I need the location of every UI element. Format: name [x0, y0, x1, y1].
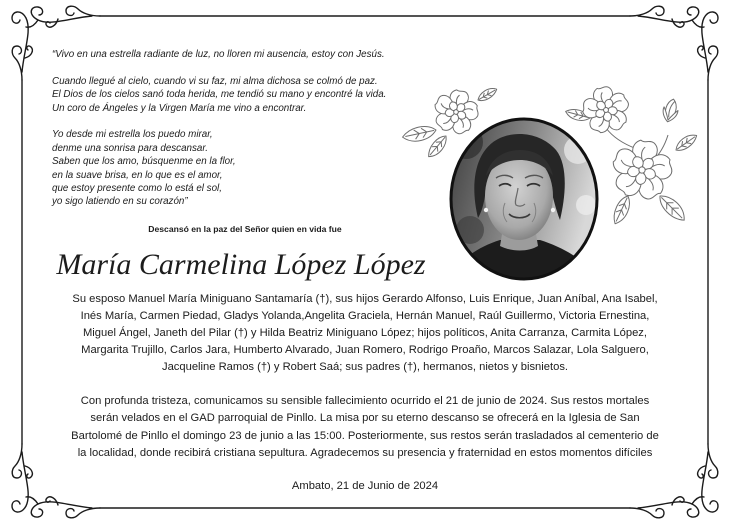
flower-outline-icon: [606, 136, 677, 205]
family-line: Miguel Ángel, Janeth del Pilar (†) y Hilda Beatriz Miniguano López; hijos políticos, Anita Carranza, Carmita López,: [82, 327, 647, 340]
flower-center: [638, 166, 645, 173]
poem-line: Yo desde mi estrella los puedo mirar,: [52, 129, 213, 141]
poem-stanza: [52, 128, 386, 208]
notice-line: serán velados en el GAD parroquial de Pinllo. La misa por su eterno descanso se ofrecerá en la Iglesia de San: [90, 412, 640, 425]
earring: [551, 208, 555, 212]
place-date: Ambato, 21 de Junio de 2024: [291, 480, 439, 492]
rest-line: Descansó en la paz del Señor quien en vida fue: [148, 224, 342, 234]
poem-line: Un coro de Ángeles y la Virgen María me vino a encontrar.: [52, 102, 307, 114]
poem-line: El Dios de los cielos sanó toda herida, me tendió su mano y encontré la vida.: [52, 89, 387, 101]
poem-line: Saben que los amo, búsquenme en la flor,: [52, 156, 236, 168]
poem-line: yo sigo latiendo en su corazón”: [52, 196, 188, 208]
flower-outline-icon: [428, 86, 483, 140]
family-line: Margarita Trujillo, Carlos Jara, Humberto Alvarado, Juan Romero, Rodrigo Proaño, Marcos Salazar, Lola Salguero,: [81, 344, 649, 357]
flower-center: [603, 107, 609, 113]
deceased-name: María Carmelina López López: [56, 248, 426, 281]
poem-line: que estoy presente como lo está el sol,: [52, 183, 222, 195]
poem-line: en la suave brisa, en lo que es el amor,: [52, 169, 223, 181]
flower-bud-icon: [660, 97, 680, 123]
notice-paragraph: [0, 393, 730, 462]
poem-line: denme una sonrisa para descansar.: [52, 142, 208, 154]
notice-line: Bartolomé de Pinllo el domingo 23 de junio a las 15:00. Posteriormente, sus restos serán trasladados al cementerio de: [71, 429, 659, 442]
earring: [484, 208, 488, 212]
leaf-outline-icon: [401, 124, 437, 144]
notice-line: la localidad, donde recibirá cristiana sepultura. Agradecemos su presencia y fraternidad en estos momentos difíciles: [77, 446, 653, 459]
leaf-outline-icon: [610, 194, 634, 227]
corner-flourish-top-right: [630, 6, 718, 80]
background-blossom: [576, 195, 596, 215]
flower-outline-icon: [577, 82, 635, 139]
family-line: Inés María, Carmen Piedad, Gladys Yolanda,Angelita Graciela, Hernán Manuel, Raúl Guillermo, Victoria Ernestina,: [80, 310, 650, 323]
poem-stanza: [52, 75, 386, 115]
leaf-outline-icon: [655, 191, 689, 225]
family-line: Su esposo Manuel María Miniguano Santamaría (†), sus hijos Gerardo Alfonso, Luis Enrique, Juan Aníbal, Ana Isabel,: [72, 293, 658, 305]
leaf-outline-icon: [673, 131, 699, 154]
poem-stanza: [52, 48, 386, 61]
poem-line: Cuando llegué al cielo, cuando vi su faz, mi alma dichosa se colmó de paz.: [52, 75, 378, 87]
poem-line: “Vivo en una estrella radiante de luz, no lloren mi ausencia, estoy con Jesús.: [52, 49, 385, 60]
family-paragraph: [0, 291, 730, 376]
notice-line: Con profunda tristeza, comunicamos su sensible fallecimiento ocurrido el 21 de junio de 2024. Sus restos mortales: [80, 395, 650, 407]
poem: [52, 48, 386, 222]
flower-center: [453, 109, 459, 115]
leaf-outline-icon: [476, 85, 499, 103]
family-line: Jacqueline Ramos (†) y Robert Saá; sus padres (†), hermanos, nietos y bisnietos.: [161, 361, 569, 374]
